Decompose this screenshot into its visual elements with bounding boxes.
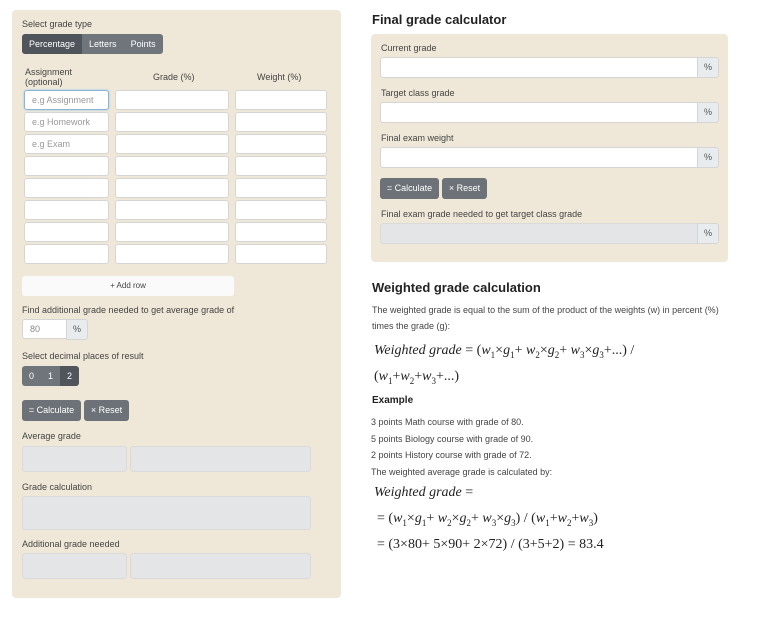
target-grade-percent-addon: % <box>697 102 719 123</box>
grade-calculator-panel <box>12 10 341 598</box>
exam-weight-label: Final exam weight <box>381 133 454 143</box>
weighted-formula-label: Weighted grade <box>374 343 462 358</box>
final-calculator-panel <box>371 34 728 262</box>
decimal-places-selector <box>22 366 79 386</box>
decimal-option-1[interactable]: 1 <box>41 366 60 386</box>
example-formula-line2: = $(w_1\times g_1+ w_2\times g_2+ w_3\times g_3) / (w_1+w_2+w_3)$ <box>377 511 598 528</box>
weighted-desc-line1: The weighted grade is equal to the sum of the product of the weights (w) in percent (%) <box>372 305 719 315</box>
current-grade-percent-addon: % <box>697 57 719 78</box>
grade-input-3[interactable] <box>115 134 229 154</box>
decimal-option-0[interactable]: 0 <box>22 366 41 386</box>
example-title: Example <box>372 395 414 406</box>
example-formula-label: Weighted grade <box>374 485 462 500</box>
grade-header: Grade (%) <box>153 72 195 82</box>
assignment-input-7[interactable] <box>24 222 109 242</box>
grade-type-label: Select grade type <box>22 19 93 29</box>
assignment-input-2[interactable]: e.g Homework <box>24 112 109 132</box>
assignment-input-4[interactable] <box>24 156 109 176</box>
example-line-1: 3 points Math course with grade of 80. <box>371 417 524 427</box>
grade-type-letters[interactable]: Letters <box>82 34 124 54</box>
assignment-input-1[interactable]: e.g Assignment <box>24 90 109 110</box>
weighted-grade-title: Weighted grade calculation <box>372 280 541 295</box>
additional-grade-label: Additional grade needed <box>22 539 120 549</box>
grade-calculation-output <box>22 496 311 530</box>
average-grade-output-1 <box>22 446 127 472</box>
weight-input-3[interactable] <box>235 134 327 154</box>
final-result-percent-addon: % <box>697 223 719 244</box>
target-grade-input[interactable] <box>380 102 698 123</box>
final-calculator-title: Final grade calculator <box>372 12 507 27</box>
average-grade-label: Average grade <box>22 431 81 441</box>
decimal-places-label: Select decimal places of result <box>22 351 144 361</box>
example-result-line: = (3×80+ 5×90+ 2×72) / (3+5+2) = 83.4 <box>377 537 604 552</box>
grade-input-5[interactable] <box>115 178 229 198</box>
exam-weight-input[interactable] <box>380 147 698 168</box>
grade-type-points[interactable]: Points <box>124 34 163 54</box>
exam-weight-percent-addon: % <box>697 147 719 168</box>
grade-input-2[interactable] <box>115 112 229 132</box>
additional-grade-output-2 <box>130 553 311 579</box>
add-row-button[interactable] <box>22 276 234 296</box>
weight-input-8[interactable] <box>235 244 327 264</box>
assignment-input-3[interactable]: e.g Exam <box>24 134 109 154</box>
grade-input-7[interactable] <box>115 222 229 242</box>
example-line-2: 5 points Biology course with grade of 90. <box>371 434 534 444</box>
weight-input-1[interactable] <box>235 90 327 110</box>
target-grade-label: Target class grade <box>381 88 455 98</box>
grade-type-percentage[interactable]: Percentage <box>22 34 82 54</box>
percent-addon: % <box>66 319 88 340</box>
example-line-4: The weighted average grade is calculated by: <box>371 467 553 477</box>
weight-input-5[interactable] <box>235 178 327 198</box>
current-grade-label: Current grade <box>381 43 437 53</box>
final-calculate-button[interactable]: = Calculate <box>380 178 439 199</box>
average-target-input[interactable]: 80 <box>22 319 67 339</box>
weighted-formula-line1: Weighted grade = $(w_1\times g_1+ w_2\times g_2+ w_3\times g_3+...)$ / <box>374 343 635 360</box>
weight-input-7[interactable] <box>235 222 327 242</box>
example-line-3: 2 points History course with grade of 72. <box>371 450 532 460</box>
calculate-button[interactable]: = Calculate <box>22 400 81 421</box>
assignment-input-5[interactable] <box>24 178 109 198</box>
final-result-output <box>380 223 698 244</box>
current-grade-input[interactable] <box>380 57 698 78</box>
find-additional-label: Find additional grade needed to get average grade of <box>22 305 235 315</box>
grade-input-1[interactable] <box>115 90 229 110</box>
assignment-header-text: Assignment <box>25 67 73 77</box>
assignment-header <box>25 67 72 87</box>
weight-input-2[interactable] <box>235 112 327 132</box>
grade-input-4[interactable] <box>115 156 229 176</box>
reset-button[interactable]: × Reset <box>84 400 129 421</box>
final-result-label: Final exam grade needed to get target class grade <box>381 209 583 219</box>
add-row-label: + Add row <box>110 281 146 290</box>
grade-input-6[interactable] <box>115 200 229 220</box>
assignment-input-6[interactable] <box>24 200 109 220</box>
weighted-desc-line2: times the grade (g): <box>372 321 451 331</box>
assignment-input-8[interactable] <box>24 244 109 264</box>
average-grade-output-2 <box>130 446 311 472</box>
weight-input-4[interactable] <box>235 156 327 176</box>
weight-input-6[interactable] <box>235 200 327 220</box>
example-formula-line1: Weighted grade = <box>374 485 474 500</box>
decimal-option-2[interactable]: 2 <box>60 366 79 386</box>
assignment-optional-text: (optional) <box>25 77 63 87</box>
grade-calculation-label: Grade calculation <box>22 482 93 492</box>
grade-input-8[interactable] <box>115 244 229 264</box>
grade-type-selector <box>22 34 163 54</box>
weight-header: Weight (%) <box>257 72 302 82</box>
final-reset-button[interactable]: × Reset <box>442 178 487 199</box>
weighted-formula-line2: $(w_1+w_2+w_3+...)$ <box>374 369 460 386</box>
additional-grade-output-1 <box>22 553 127 579</box>
